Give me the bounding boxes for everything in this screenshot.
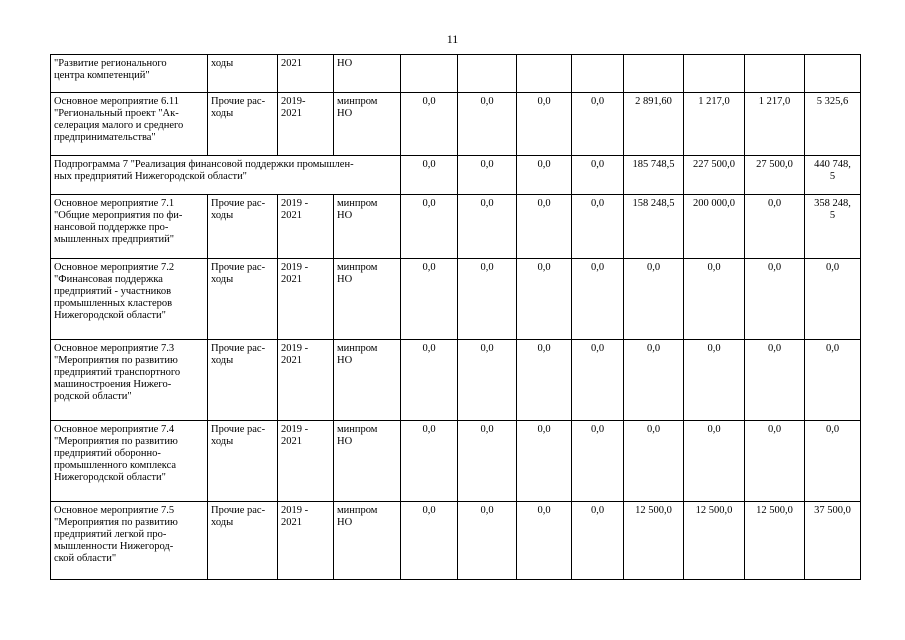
value-cell: 0,0 [458, 259, 517, 340]
value-cell [624, 55, 684, 93]
value-cell: 0,0 [458, 502, 517, 580]
page-number: 11 [446, 32, 459, 46]
years-cell: 2019 - 2021 [278, 340, 334, 421]
budget-table [50, 54, 861, 580]
value-cell: 0,0 [517, 340, 572, 421]
value-cell: 12 500,0 [684, 502, 745, 580]
value-cell: 12 500,0 [624, 502, 684, 580]
value-cell: 0,0 [401, 259, 458, 340]
value-cell: 0,0 [684, 340, 745, 421]
value-cell: 0,0 [572, 502, 624, 580]
value-cell: 0,0 [517, 502, 572, 580]
value-cell: 0,0 [458, 340, 517, 421]
value-cell: 158 248,5 [624, 195, 684, 259]
years-cell: 2019 - 2021 [278, 259, 334, 340]
value-cell: 0,0 [624, 259, 684, 340]
value-cell: 0,0 [458, 156, 517, 195]
value-cell: 0,0 [517, 259, 572, 340]
value-cell: 0,0 [745, 340, 805, 421]
value-cell: 27 500,0 [745, 156, 805, 195]
value-cell: 0,0 [745, 421, 805, 502]
value-cell: 0,0 [458, 93, 517, 156]
subprogram-name-cell: Подпрограмма 7 "Реализация финансовой поддержки промышлен- ных предприятий Нижегородской области" [51, 156, 401, 195]
executor-cell: минпром НО [334, 195, 401, 259]
value-cell: 0,0 [517, 156, 572, 195]
value-cell: 0,0 [401, 340, 458, 421]
value-cell: 0,0 [458, 195, 517, 259]
value-cell: 0,0 [401, 93, 458, 156]
value-cell: 0,0 [401, 502, 458, 580]
value-cell: 0,0 [745, 195, 805, 259]
subprogram-row [51, 156, 861, 195]
event-name-cell: Основное мероприятие 7.2 "Финансовая поддержка предприятий - участников промышленных кластеров Нижегородской области" [51, 259, 208, 340]
table-row [51, 421, 861, 502]
value-cell: 0,0 [572, 195, 624, 259]
value-cell: 1 217,0 [684, 93, 745, 156]
value-cell: 0,0 [805, 421, 861, 502]
executor-cell: минпром НО [334, 340, 401, 421]
value-cell: 0,0 [572, 340, 624, 421]
value-cell [684, 55, 745, 93]
expense-type-cell: Прочие рас- ходы [208, 93, 278, 156]
value-cell: 358 248, 5 [805, 195, 861, 259]
executor-cell: минпром НО [334, 502, 401, 580]
value-cell: 0,0 [624, 421, 684, 502]
value-cell: 227 500,0 [684, 156, 745, 195]
table-row [51, 502, 861, 580]
value-cell: 0,0 [624, 340, 684, 421]
value-cell: 0,0 [572, 421, 624, 502]
value-cell: 0,0 [572, 93, 624, 156]
value-cell: 0,0 [805, 340, 861, 421]
value-cell: 37 500,0 [805, 502, 861, 580]
value-cell: 0,0 [458, 421, 517, 502]
value-cell: 5 325,6 [805, 93, 861, 156]
years-cell: 2019 - 2021 [278, 195, 334, 259]
table-row [51, 55, 861, 93]
value-cell: 0,0 [401, 421, 458, 502]
value-cell: 2 891,60 [624, 93, 684, 156]
value-cell [572, 55, 624, 93]
value-cell [401, 55, 458, 93]
executor-cell: минпром НО [334, 259, 401, 340]
value-cell [745, 55, 805, 93]
event-name-cell: Основное мероприятие 6.11 "Региональный проект "Ак- селерация малого и среднего предпринимательства" [51, 93, 208, 156]
table-row [51, 195, 861, 259]
value-cell: 0,0 [684, 259, 745, 340]
expense-type-cell: Прочие рас- ходы [208, 259, 278, 340]
years-cell: 2019- 2021 [278, 93, 334, 156]
value-cell: 0,0 [517, 93, 572, 156]
expense-type-cell: Прочие рас- ходы [208, 340, 278, 421]
table-row [51, 259, 861, 340]
value-cell: 0,0 [684, 421, 745, 502]
event-name-cell: Основное мероприятие 7.5 "Мероприятия по развитию предприятий легкой про- мышленности Нижегород- ской области" [51, 502, 208, 580]
event-name-cell: "Развитие регионального центра компетенций" [51, 55, 208, 93]
years-cell: 2019 - 2021 [278, 421, 334, 502]
value-cell: 0,0 [805, 259, 861, 340]
value-cell: 0,0 [517, 195, 572, 259]
value-cell: 0,0 [572, 259, 624, 340]
value-cell [458, 55, 517, 93]
value-cell: 0,0 [401, 195, 458, 259]
table-body [51, 55, 861, 580]
value-cell: 1 217,0 [745, 93, 805, 156]
event-name-cell: Основное мероприятие 7.4 "Мероприятия по развитию предприятий оборонно- промышленного комплекса Нижегородской области" [51, 421, 208, 502]
value-cell [805, 55, 861, 93]
value-cell: 12 500,0 [745, 502, 805, 580]
event-name-cell: Основное мероприятие 7.3 "Мероприятия по развитию предприятий транспортного машиностроения Нижего- родской области" [51, 340, 208, 421]
value-cell [517, 55, 572, 93]
executor-cell: НО [334, 55, 401, 93]
expense-type-cell: Прочие рас- ходы [208, 195, 278, 259]
value-cell: 0,0 [745, 259, 805, 340]
value-cell: 440 748, 5 [805, 156, 861, 195]
expense-type-cell: Прочие рас- ходы [208, 421, 278, 502]
executor-cell: минпром НО [334, 93, 401, 156]
value-cell: 200 000,0 [684, 195, 745, 259]
value-cell: 0,0 [572, 156, 624, 195]
executor-cell: минпром НО [334, 421, 401, 502]
years-cell: 2021 [278, 55, 334, 93]
years-cell: 2019 - 2021 [278, 502, 334, 580]
value-cell: 0,0 [401, 156, 458, 195]
table-row [51, 93, 861, 156]
event-name-cell: Основное мероприятие 7.1 "Общие мероприятия по фи- нансовой поддержке про- мышленных предприятий" [51, 195, 208, 259]
expense-type-cell: ходы [208, 55, 278, 93]
value-cell: 0,0 [517, 421, 572, 502]
table-row [51, 340, 861, 421]
value-cell: 185 748,5 [624, 156, 684, 195]
expense-type-cell: Прочие рас- ходы [208, 502, 278, 580]
